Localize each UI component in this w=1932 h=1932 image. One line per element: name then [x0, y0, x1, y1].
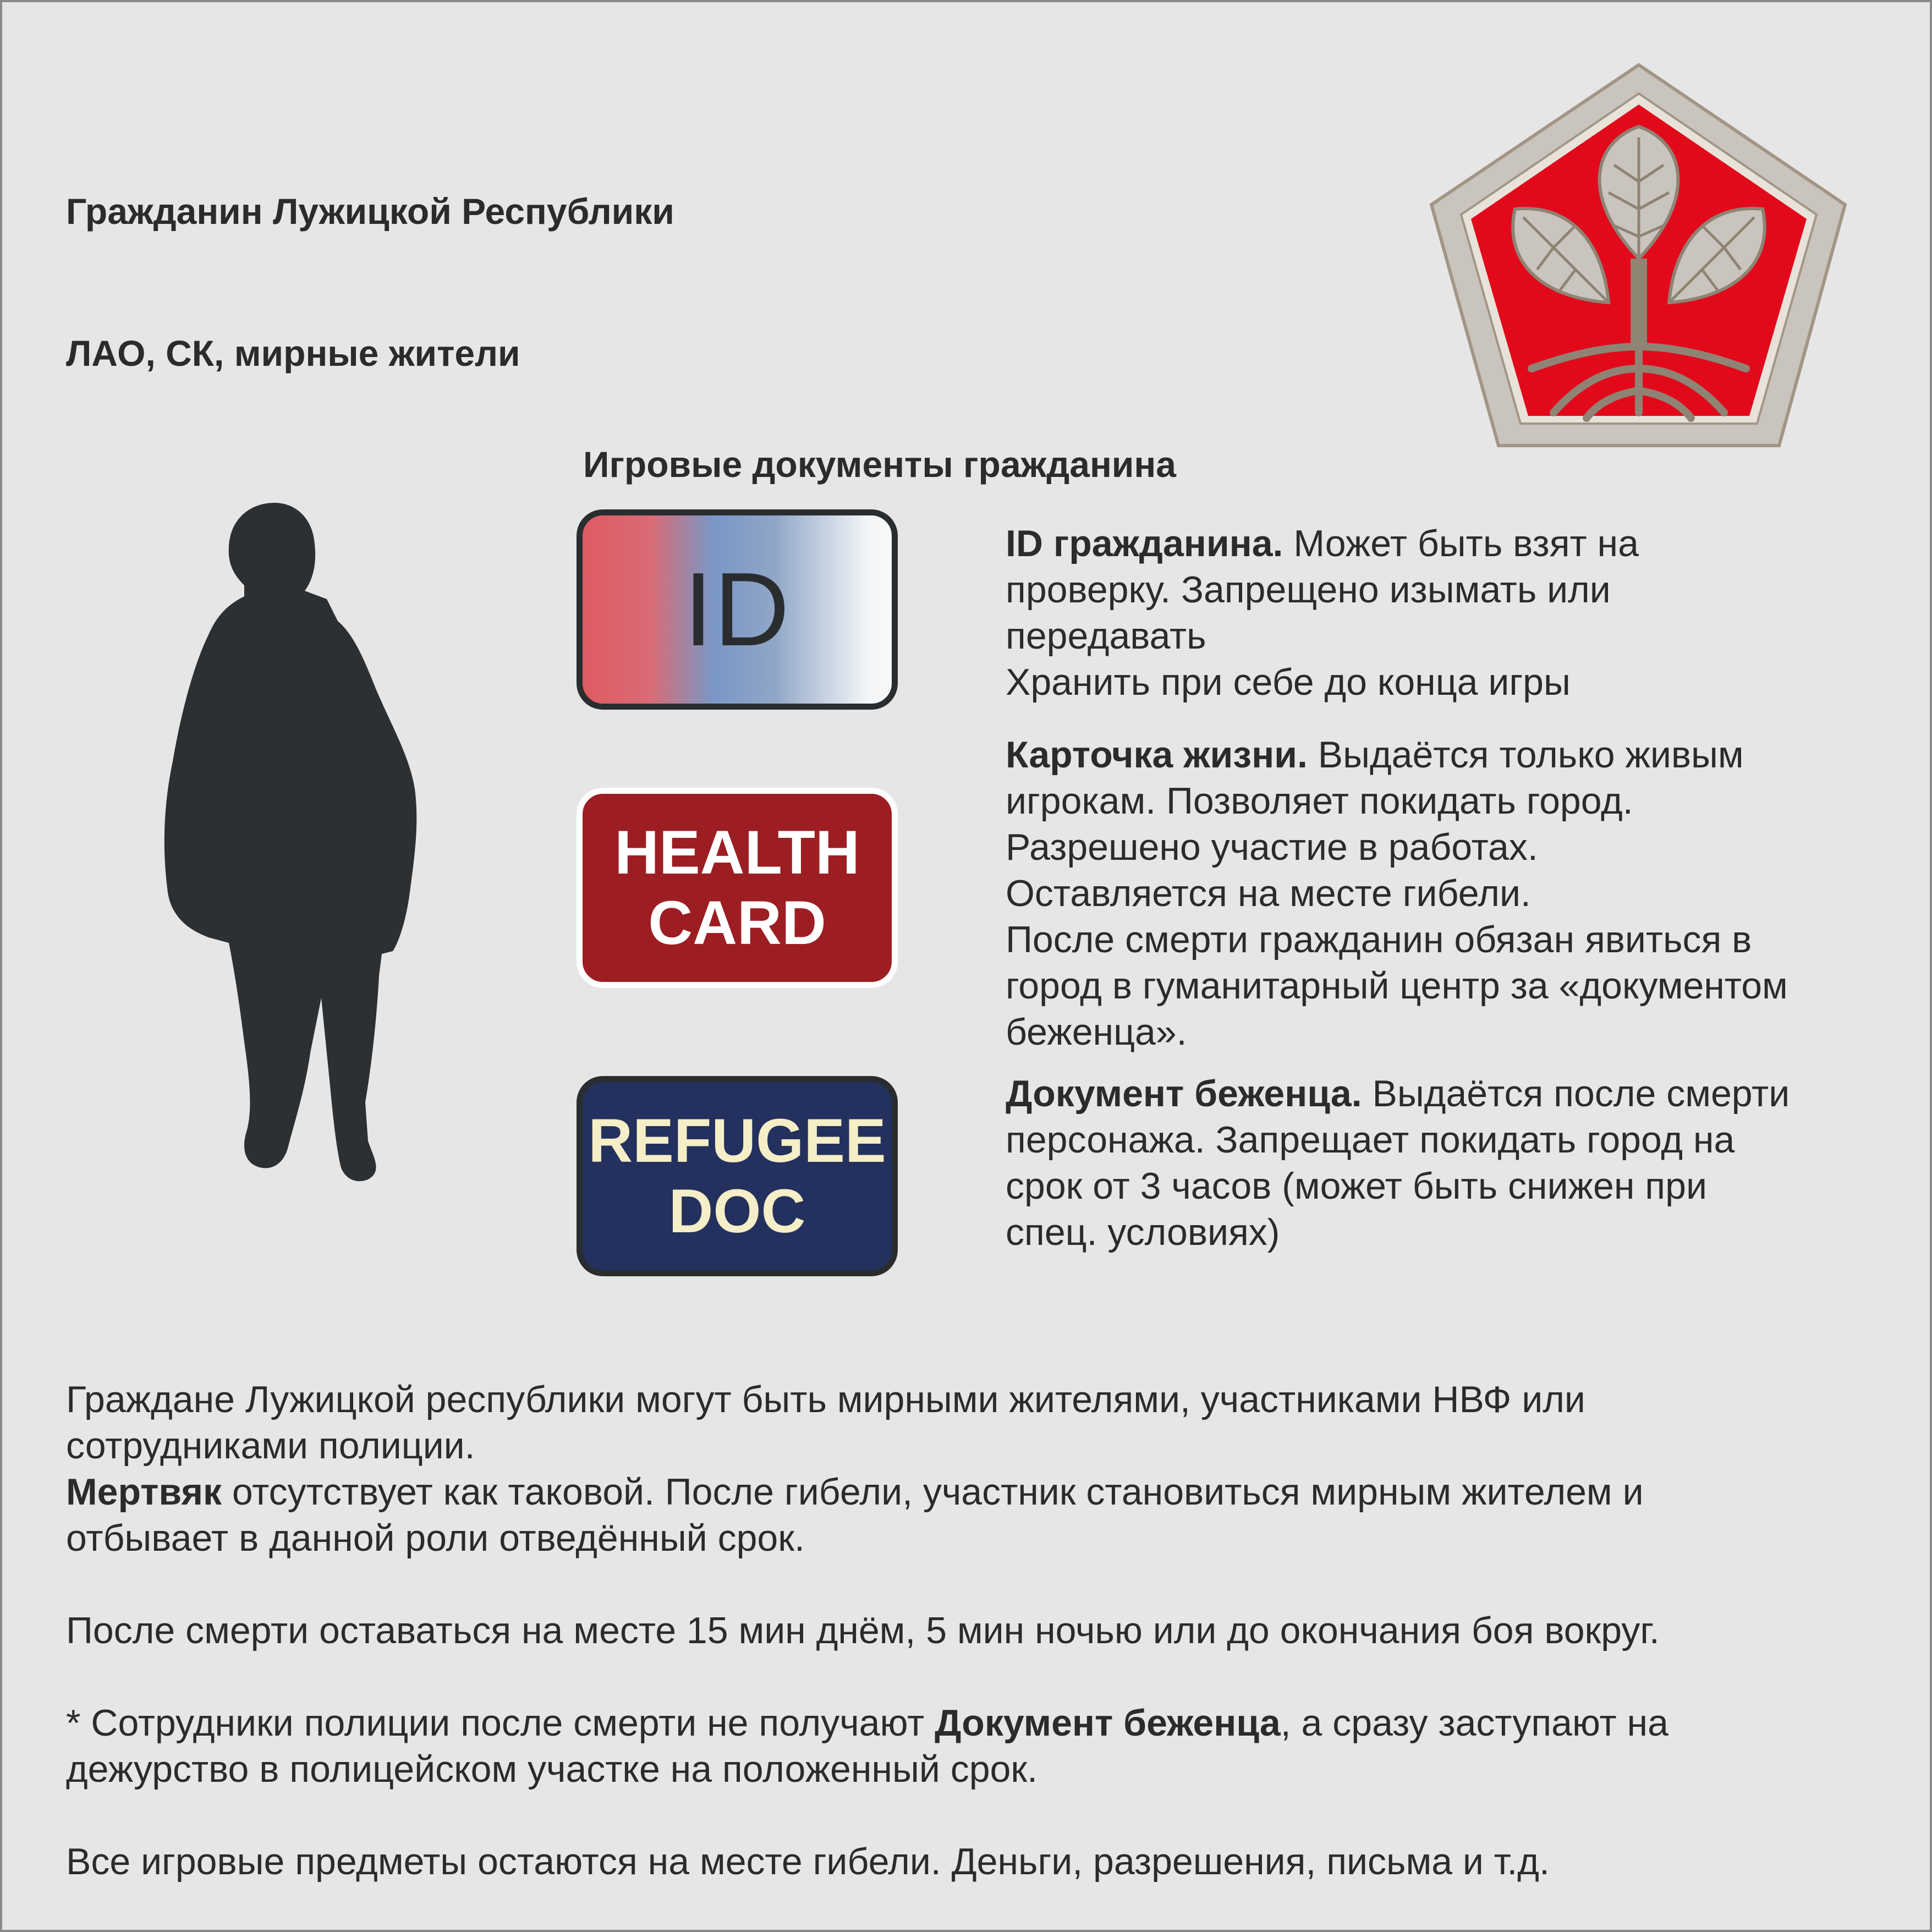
- rules-paragraph-2: После смерти оставаться на месте 15 мин днём, 5 мин ночью или до окончания боя вокруг.: [66, 1610, 1660, 1651]
- rules-text: , а сразу заступают на: [1280, 1702, 1668, 1744]
- health-card-label-line2: CARD: [648, 888, 826, 957]
- documents-section-title: Игровые документы гражданина: [583, 444, 1176, 485]
- rules-text: дежурство в полицейском участке на положенный срок.: [66, 1748, 1038, 1790]
- rules-text: Граждане Лужицкой республики могут быть мирными жителями, участниками НВФ или: [66, 1379, 1585, 1420]
- rules-text: отсутствует как таковой. После гибели, участник становиться мирным жителем и: [222, 1471, 1644, 1513]
- refugee-doc-desc-title: Документ беженца.: [1006, 1073, 1362, 1115]
- desc-text: Выдаётся после смерти: [1362, 1073, 1790, 1115]
- desc-text: Разрешено участие в работах.: [1006, 826, 1538, 868]
- desc-text: Хранить при себе до конца игры: [1006, 661, 1571, 703]
- linden-leaves-star-emblem-icon: [1427, 61, 1851, 490]
- id-card-description: [1006, 520, 1908, 705]
- rules-bold-term: Документ беженца: [935, 1702, 1281, 1744]
- rules-bold-term: Мертвяк: [66, 1471, 222, 1513]
- page-subtitle: ЛАО, СК, мирные жители: [66, 333, 520, 374]
- id-card-label: ID: [684, 551, 791, 668]
- desc-text: беженца».: [1006, 1011, 1187, 1053]
- desc-text: персонажа. Запрещает покидать город на: [1006, 1119, 1735, 1161]
- id-card-desc-title: ID гражданина.: [1006, 523, 1283, 564]
- health-card: [577, 788, 898, 988]
- refugee-doc-description: [1006, 1071, 1908, 1255]
- desc-text: спец. условиях): [1006, 1211, 1280, 1253]
- page-title: Гражданин Лужицкой Республики: [66, 191, 674, 232]
- desc-text: срок от 3 часов (может быть снижен при: [1006, 1165, 1707, 1207]
- rules-text: сотрудниками полиции.: [66, 1425, 475, 1467]
- desc-text: передавать: [1006, 615, 1206, 657]
- desc-text: игрокам. Позволяет покидать город.: [1006, 780, 1633, 822]
- desc-text: Оставляется на месте гибели.: [1006, 872, 1531, 914]
- rules-paragraph-1: [66, 1376, 1881, 1561]
- desc-text: город в гуманитарный центр за «документом: [1006, 965, 1788, 1007]
- desc-text: После смерти гражданин обязан явиться в: [1006, 919, 1752, 960]
- rules-text: отбывает в данной роли отведённый срок.: [66, 1517, 805, 1559]
- desc-text: Может быть взят на: [1283, 523, 1639, 564]
- rules-paragraph-3: [66, 1700, 1881, 1792]
- desc-text: проверку. Запрещено изымать или: [1006, 569, 1611, 611]
- health-card-description: [1006, 732, 1908, 1055]
- refugee-doc-label-line2: DOC: [668, 1177, 806, 1245]
- desc-text: Выдаётся только живым: [1307, 734, 1744, 776]
- refugee-doc-label-line1: REFUGEE: [588, 1106, 886, 1175]
- id-card: [577, 509, 898, 710]
- health-card-desc-title: Карточка жизни.: [1006, 734, 1308, 776]
- rules-text: * Сотрудники полиции после смерти не получают: [66, 1702, 935, 1744]
- health-card-label-line1: HEALTH: [614, 818, 860, 887]
- refugee-doc-card: [577, 1076, 898, 1276]
- person-silhouette-icon: [156, 503, 420, 1240]
- rules-paragraph-4: Все игровые предметы остаются на месте гибели. Деньги, разрешения, письма и т.д.: [66, 1841, 1550, 1882]
